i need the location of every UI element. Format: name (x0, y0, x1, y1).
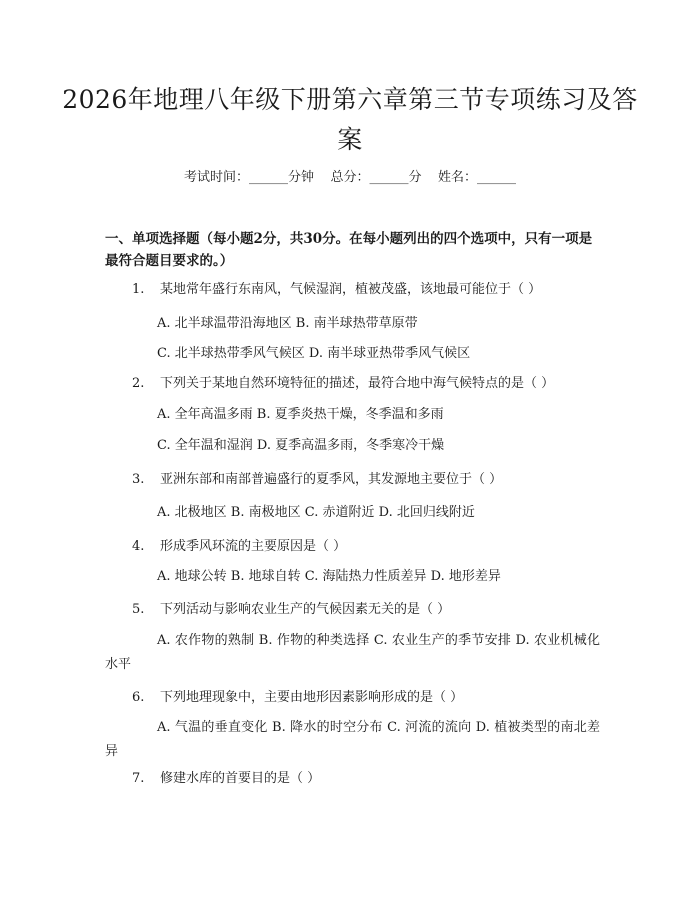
question-number: 5. (132, 602, 145, 617)
question-text: 下列地理现象中，主要由地形因素影响形成的是（ ） (160, 690, 464, 705)
question-7 (132, 769, 320, 789)
question-number: 7. (132, 771, 145, 786)
question-6 (132, 688, 463, 708)
question-6-options: A. 气温的垂直变化 B. 降水的时空分布 C. 河流的流向 D. 植被类型的南北差异 (105, 720, 600, 759)
question-4 (132, 537, 346, 557)
question-number: 4. (132, 539, 145, 554)
question-number: 1. (132, 282, 145, 297)
question-text: 某地常年盛行东南风，气候湿润，植被茂盛，该地最可能位于（ ） (160, 282, 542, 297)
question-text: 修建水库的首要目的是（ ） (160, 771, 321, 786)
question-3 (132, 470, 502, 490)
section-heading: 一、单项选择题（每小题2分，共30分。在每小题列出的四个选项中，只有一项是最符合题目要求的。） (105, 231, 593, 269)
question-3-options: A. 北极地区 B. 南极地区 C. 赤道附近 D. 北回归线附近 (157, 505, 475, 520)
question-5 (132, 600, 450, 620)
question-number: 6. (132, 690, 145, 705)
question-1 (132, 280, 541, 300)
question-text: 亚洲东部和南部普遍盛行的夏季风，其发源地主要位于（ ） (160, 472, 503, 487)
question-2 (132, 374, 554, 394)
question-2-options-line-1: A. 全年高温多雨 B. 夏季炎热干燥，冬季温和多雨 (157, 407, 444, 422)
question-number: 3. (132, 472, 145, 487)
question-text: 下列关于某地自然环境特征的描述，最符合地中海气候特点的是（ ） (160, 376, 555, 391)
question-4-options: A. 地球公转 B. 地球自转 C. 海陆热力性质差异 D. 地形差异 (157, 569, 501, 584)
document-title: 2026年地理八年级下册第六章第三节专项练习及答案 (62, 85, 638, 154)
exam-info-line: 考试时间：______分钟 总分：______分 姓名：______ (183, 170, 517, 185)
question-1-options-line-1: A. 北半球温带沿海地区 B. 南半球热带草原带 (157, 316, 418, 331)
question-5-options: A. 农作物的熟制 B. 作物的种类选择 C. 农业生产的季节安排 D. 农业机械化水平 (105, 633, 600, 672)
question-text: 下列活动与影响农业生产的气候因素无关的是（ ） (160, 602, 451, 617)
question-2-options-line-2: C. 全年温和湿润 D. 夏季高温多雨，冬季寒冷干燥 (157, 438, 445, 453)
question-number: 2. (132, 376, 145, 391)
question-text: 形成季风环流的主要原因是（ ） (160, 539, 347, 554)
question-1-options-line-2: C. 北半球热带季风气候区 D. 南半球亚热带季风气候区 (157, 346, 471, 361)
